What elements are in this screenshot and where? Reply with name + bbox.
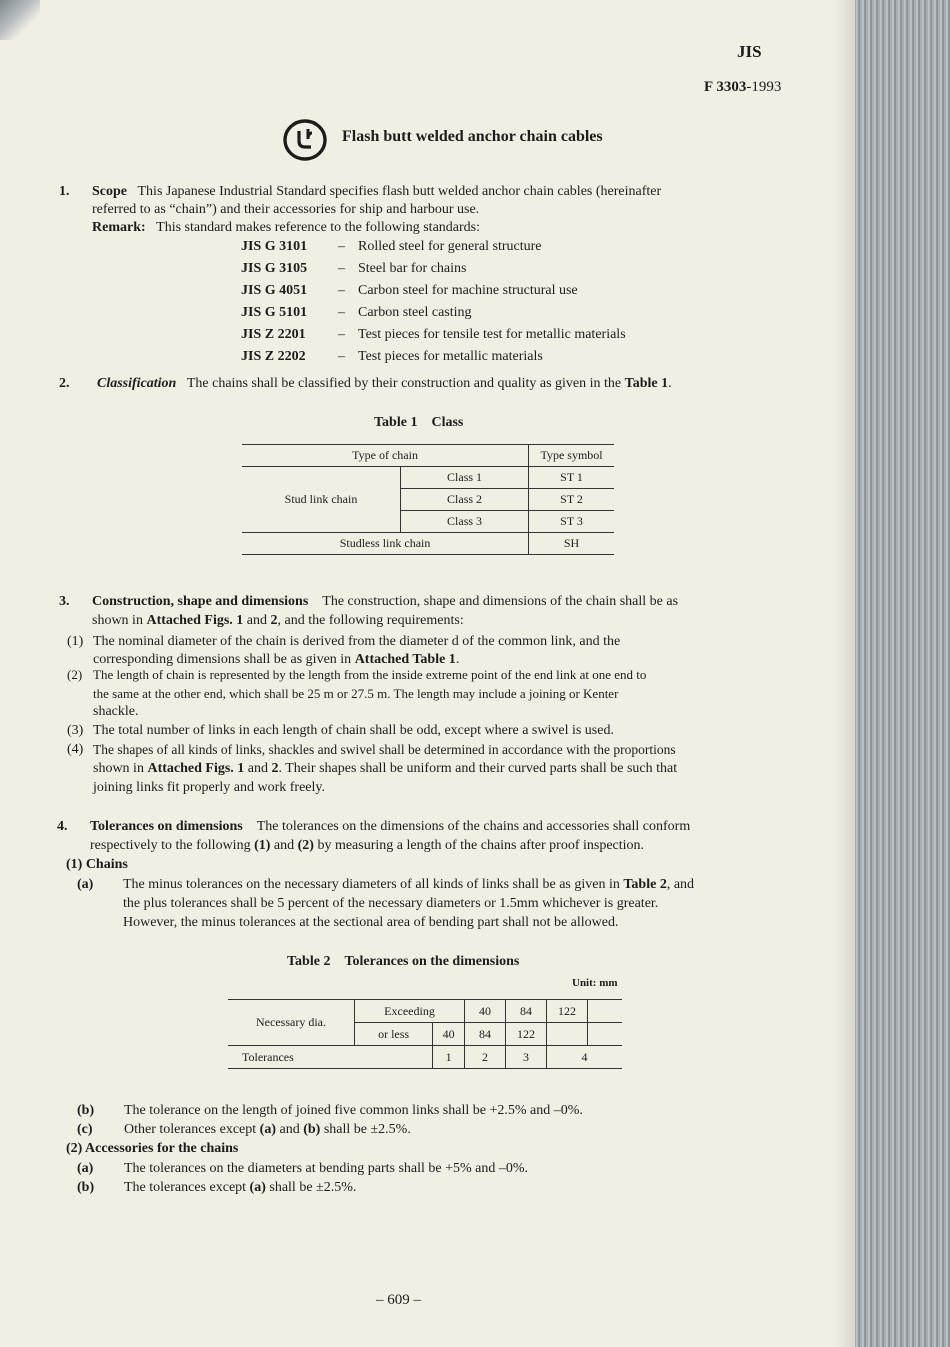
table2 [228,999,622,1069]
header-standard-year: -1993 [746,79,782,95]
table2-exc-val: 122 [547,1000,588,1023]
table2-less-val: 40 [433,1023,465,1046]
sec4-c: Other tolerances except (a) and (b) shall be ±2.5%. [124,1122,411,1137]
sec3-line2: shown in Attached Figs. 1 and 2, and the following requirements: [92,613,464,628]
sec3-text1: The construction, shape and dimensions of the chain shall be as [322,594,679,609]
sec2-end: . [668,376,672,391]
ref-list [240,236,627,368]
sec4-sub2: (2) Accessories for the chains [66,1141,239,1156]
sec3-item4-l3: joining links fit properly and work freely. [93,780,325,795]
header-standard [704,79,781,96]
ref-table [240,236,627,368]
ref-row: JIS G 3101 – Rolled steel for general structure [241,239,542,254]
table2-empty [547,1023,588,1046]
table2-empty [588,1023,623,1046]
table1-header [242,445,614,467]
table1-caption [374,413,463,432]
table2-less-val: 84 [465,1023,506,1046]
sec4-a-l1: The minus tolerances on the necessary diameters of all kinds of links shall be as given in Table 2, and [123,877,695,892]
sec4-heading: Tolerances on dimensions [90,819,243,834]
table1-class: Class 3 [401,511,529,533]
page-edge-shade [835,0,855,1347]
remark-text: This standard makes reference to the following standards: [156,220,480,235]
sec4-a-l3: However, the minus tolerances at the sectional area of bending part shall not be allowed. [123,915,619,930]
sec2-line [97,374,672,393]
ref-row: JIS Z 2202 – Test pieces for metallic materials [241,349,543,364]
sec4-num: 4. [57,819,68,834]
sec4-b2-num: (b) [77,1180,95,1195]
sec4-a2: The tolerances on the diameters at bending parts shall be +5% and –0%. [124,1161,529,1176]
table1-studless: Studless link chain [242,533,529,555]
sec4-a-l2: the plus tolerances shall be 5 percent of the necessary diameters or 1.5mm whichever is greater. [123,896,659,911]
ref-row: JIS G 3105 – Steel bar for chains [241,261,467,276]
table1-caption-num: Table 1 [374,415,418,430]
table2-row [228,1000,622,1023]
ref-row: JIS G 4051 – Carbon steel for machine structural use [241,283,578,298]
table1-symbol: ST 2 [529,489,614,511]
table1-col2: Type symbol [529,445,614,467]
table2-caption [287,952,519,971]
table2-exc-val: 84 [506,1000,547,1023]
table2-tol-val: 2 [465,1046,506,1069]
table1-symbol: ST 3 [529,511,614,533]
table2-exceeding: Exceeding [355,1000,465,1023]
table2-tol-val: 1 [433,1046,465,1069]
jis-mark-icon [282,118,328,162]
sec1-remark [92,218,480,237]
header-org: JIS [737,42,762,61]
table2-empty [588,1000,623,1023]
table1 [242,444,614,555]
sec1-num: 1. [59,184,70,199]
sec4-line1 [90,817,690,836]
remark-label: Remark: [92,220,146,235]
table1-stud: Stud link chain [242,467,401,533]
table1-caption-title: Class [431,415,464,430]
sec4-b2: The tolerances except (a) shall be ±2.5%. [124,1180,357,1195]
table2-less-val: 122 [506,1023,547,1046]
table2-tol-val: 4 [547,1046,623,1069]
table1-col1: Type of chain [242,445,529,467]
table2-tol-label: Tolerances [228,1046,433,1069]
ref-row: JIS Z 2201 – Test pieces for tensile test for metallic materials [241,327,626,342]
page-corner [0,0,40,40]
ref-row: JIS G 5101 – Carbon steel casting [241,305,472,320]
table2-orless: or less [355,1023,433,1046]
sec4-line2: respectively to the following (1) and (2) by measuring a length of the chains after proof inspection. [90,838,645,853]
sec3-item1-l1: The nominal diameter of the chain is derived from the diameter d of the common link, and the [93,634,621,649]
sec3-item4-l2: shown in Attached Figs. 1 and 2. Their shapes shall be uniform and their curved parts shall be such that [93,761,678,776]
sec1-line1 [92,182,800,201]
sec3-item2-l3: shackle. [93,704,139,719]
table1-row [242,467,614,489]
sec3-item1-num: (1) [67,634,84,649]
sec4-a-num: (a) [77,877,94,892]
sec2-num: 2. [59,376,70,391]
sec3-num: 3. [59,594,70,609]
sec4-sub1: (1) Chains [66,857,128,872]
table1-row [242,533,614,555]
sec3-item3-num: (3) [67,723,84,738]
sec3-item4-num: (4) [67,742,84,757]
table1-symbol: ST 1 [529,467,614,489]
sec1-text1: This Japanese Industrial Standard specifies flash butt welded anchor chain cables (hereinafter [137,184,662,199]
table2-tol-val: 3 [506,1046,547,1069]
sec3-item1-l2: corresponding dimensions shall be as given in Attached Table 1. [93,652,460,667]
header-standard-prefix: F 3303 [704,79,747,95]
sec3-item3: The total number of links in each length of chain shall be odd, except where a swivel is used. [93,723,614,738]
table2-caption-num: Table 2 [287,954,331,969]
sec4-b: The tolerance on the length of joined five common links shall be +2.5% and –0%. [124,1103,583,1118]
sec4-b-num: (b) [77,1103,95,1118]
sec1-heading: Scope [92,184,127,199]
sec1-line2: referred to as “chain”) and their accessories for ship and harbour use. [92,202,480,217]
sec2-text: The chains shall be classified by their construction and quality as given in the [186,376,622,391]
sec4-c-num: (c) [77,1122,93,1137]
sec3-item2-l2: the same at the other end, which shall be 25 m or 27.5 m. The length may include a joining or Kenter [93,686,619,701]
table1-class: Class 2 [401,489,529,511]
sec3-item4-l1: The shapes of all kinds of links, shackles and swivel shall be determined in accordance with the proportions [93,742,676,757]
sec2-ref: Table 1 [624,376,669,391]
page-edge [855,0,950,1347]
sec3-item2-l1: The length of chain is represented by the length from the inside extreme point of the end link at one end to [93,667,647,682]
sec4-a2-num: (a) [77,1161,94,1176]
table2-exc-val: 40 [465,1000,506,1023]
table1-class: Class 1 [401,467,529,489]
table2-row [228,1046,622,1069]
table2-caption-title: Tolerances on the dimensions [344,954,520,969]
table1-studless-symbol: SH [529,533,614,555]
sec3-item2-num: (2) [67,667,83,682]
sec2-heading: Classification [97,376,177,391]
table2-necessary: Necessary dia. [228,1000,355,1046]
sec3-heading: Construction, shape and dimensions [92,594,309,609]
page-title: Flash butt welded anchor chain cables [342,128,603,145]
table2-unit: Unit: mm [572,977,618,989]
page-number: – 609 – [376,1292,421,1308]
sec3-line1 [92,592,678,611]
sec4-text1: The tolerances on the dimensions of the chains and accessories shall conform [256,819,691,834]
